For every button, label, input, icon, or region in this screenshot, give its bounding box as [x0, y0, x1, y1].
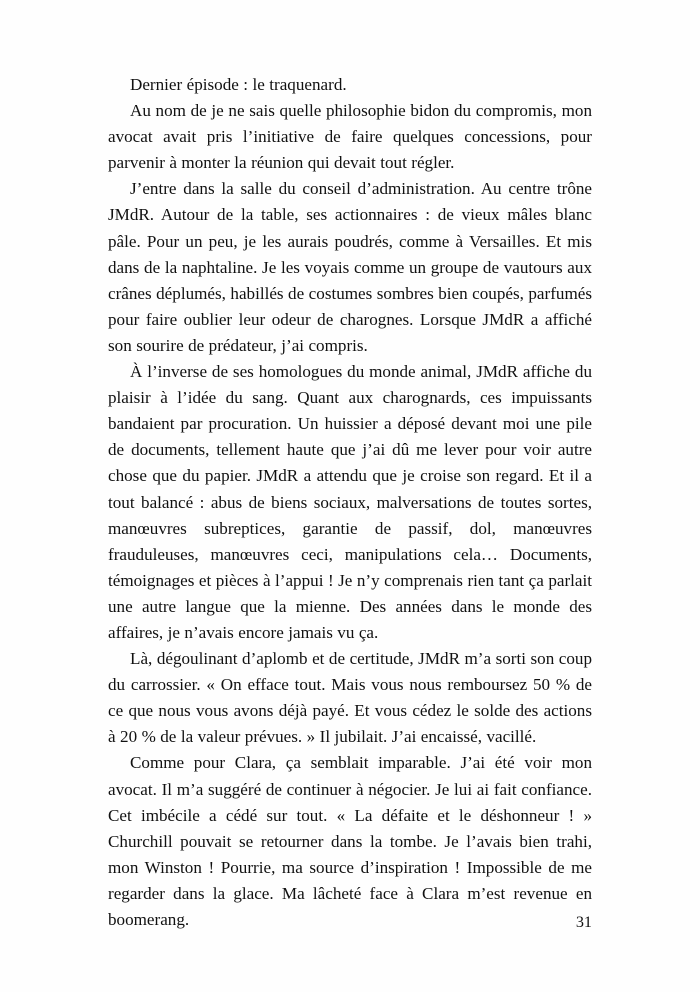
paragraph: Comme pour Clara, ça semblait imparable. J’ai été voir mon avocat. Il m’a suggéré de continuer à négocier. Je lui ai fait confiance. Cet imbécile a cédé sur tout. « La défaite et le déshonneur ! » Churchill pouvait se retourner dans la tombe. Je l’avais bien trahi, mon Winston ! Pourrie, ma source d’inspiration ! Impossible de me regarder dans la glace. Ma lâcheté face à Clara m’est revenue en boomerang.	[108, 753, 592, 929]
body-text-block	[108, 72, 592, 933]
paragraph: Là, dégoulinant d’aplomb et de certitude, JMdR m’a sorti son coup du carrossier. « On efface tout. Mais vous nous remboursez 50 % de ce que nous vous avons déjà payé. Et vous cédez le solde des actions à 20 % de la valeur prévues. » Il jubilait. J’ai encaissé, vacillé.	[108, 649, 592, 747]
paragraph: J’entre dans la salle du conseil d’administration. Au centre trône JMdR. Autour de la table, ses actionnaires : de vieux mâles blanc pâle. Pour un peu, je les aurais poudrés, comme à Versailles. Et mis dans de la naphtaline. Je les voyais comme un groupe de vautours aux crânes déplumés, habillés de costumes sombres bien coupés, parfumés pour faire oublier leur odeur de charognes. Lorsque JMdR a affiché son sourire de prédateur, j’ai compris.	[108, 179, 592, 355]
paragraph: Dernier épisode : le traquenard.	[130, 75, 347, 94]
paragraph: Au nom de je ne sais quelle philosophie bidon du compromis, mon avocat avait pris l’initiative de faire quelques concessions, pour parvenir à monter la réunion qui devait tout régler.	[108, 101, 592, 173]
page-number: 31	[575, 913, 592, 931]
paragraph: À l’inverse de ses homologues du monde animal, JMdR affiche du plaisir à l’idée du sang. Quant aux charognards, ces impuissants bandaient par procuration. Un huissier a déposé devant moi une pile de documents, tellement haute que j’ai dû me lever pour voir autre chose que du papier. JMdR a attendu que je croise son regard. Et il a tout balancé : abus de biens sociaux, malversations de toutes sortes, manœuvres subreptices, garantie de passif, dol, manœuvres frauduleuses, manœuvres ceci, manipulations cela… Documents, témoignages et pièces à l’appui ! Je n’y comprenais rien tant ça parlait une autre langue que la mienne. Des années dans le monde des affaires, je n’avais encore jamais vu ça.	[108, 362, 592, 642]
